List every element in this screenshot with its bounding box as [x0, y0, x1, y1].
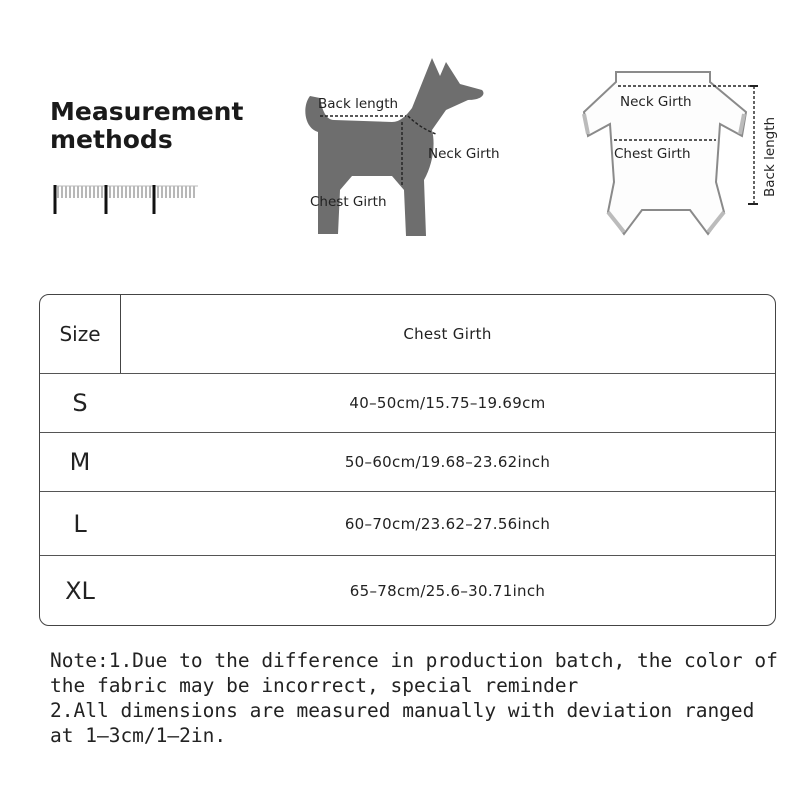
- garment-neck-girth-label: Neck Girth: [620, 94, 692, 110]
- measuring-tape-icon: [52, 182, 202, 216]
- size-cell: XL: [65, 576, 95, 605]
- note-line-2: the fabric may be incorrect, special reminder: [50, 674, 579, 697]
- dog-neck-girth-label: Neck Girth: [428, 146, 500, 162]
- note-line-3: 2.All dimensions are measured manually with deviation ranged: [50, 699, 755, 722]
- garment-chest-girth-label: Chest Girth: [614, 146, 691, 162]
- table-row: [40, 492, 775, 555]
- note-line-4: at 1–3cm/1–2in.: [50, 724, 227, 747]
- size-cell: L: [73, 509, 87, 538]
- size-cell: S: [72, 389, 88, 417]
- dog-back-length-label: Back length: [318, 96, 399, 112]
- chest-girth-cell: 65–78cm/25.6–30.71inch: [349, 581, 546, 600]
- title-line-2: methods: [50, 125, 173, 154]
- chest-girth-cell: 60–70cm/23.62–27.56inch: [344, 514, 551, 533]
- chest-girth-cell: 40–50cm/15.75–19.69cm: [349, 394, 546, 412]
- note-line-1: Note:1.Due to the difference in production batch, the color of: [50, 649, 778, 672]
- garment-back-length-label: Back length: [762, 116, 778, 197]
- dog-chest-girth-label: Chest Girth: [310, 194, 387, 210]
- page-title: [50, 98, 243, 154]
- title-line-1: Measurement: [50, 97, 244, 126]
- chest-girth-cell: 50–60cm/19.68–23.62inch: [344, 453, 551, 471]
- dog-measurement-diagram: [296, 50, 526, 250]
- note-text: [50, 648, 780, 748]
- table-row: [40, 556, 775, 625]
- table-row: [40, 374, 775, 432]
- size-header: Size: [59, 322, 101, 346]
- chest-girth-header: Chest Girth: [403, 325, 492, 343]
- size-chart-table: [39, 294, 776, 626]
- table-row: [40, 433, 775, 491]
- garment-measurement-diagram: [572, 62, 782, 252]
- size-cell: M: [69, 448, 91, 476]
- table-header-row: [40, 295, 775, 373]
